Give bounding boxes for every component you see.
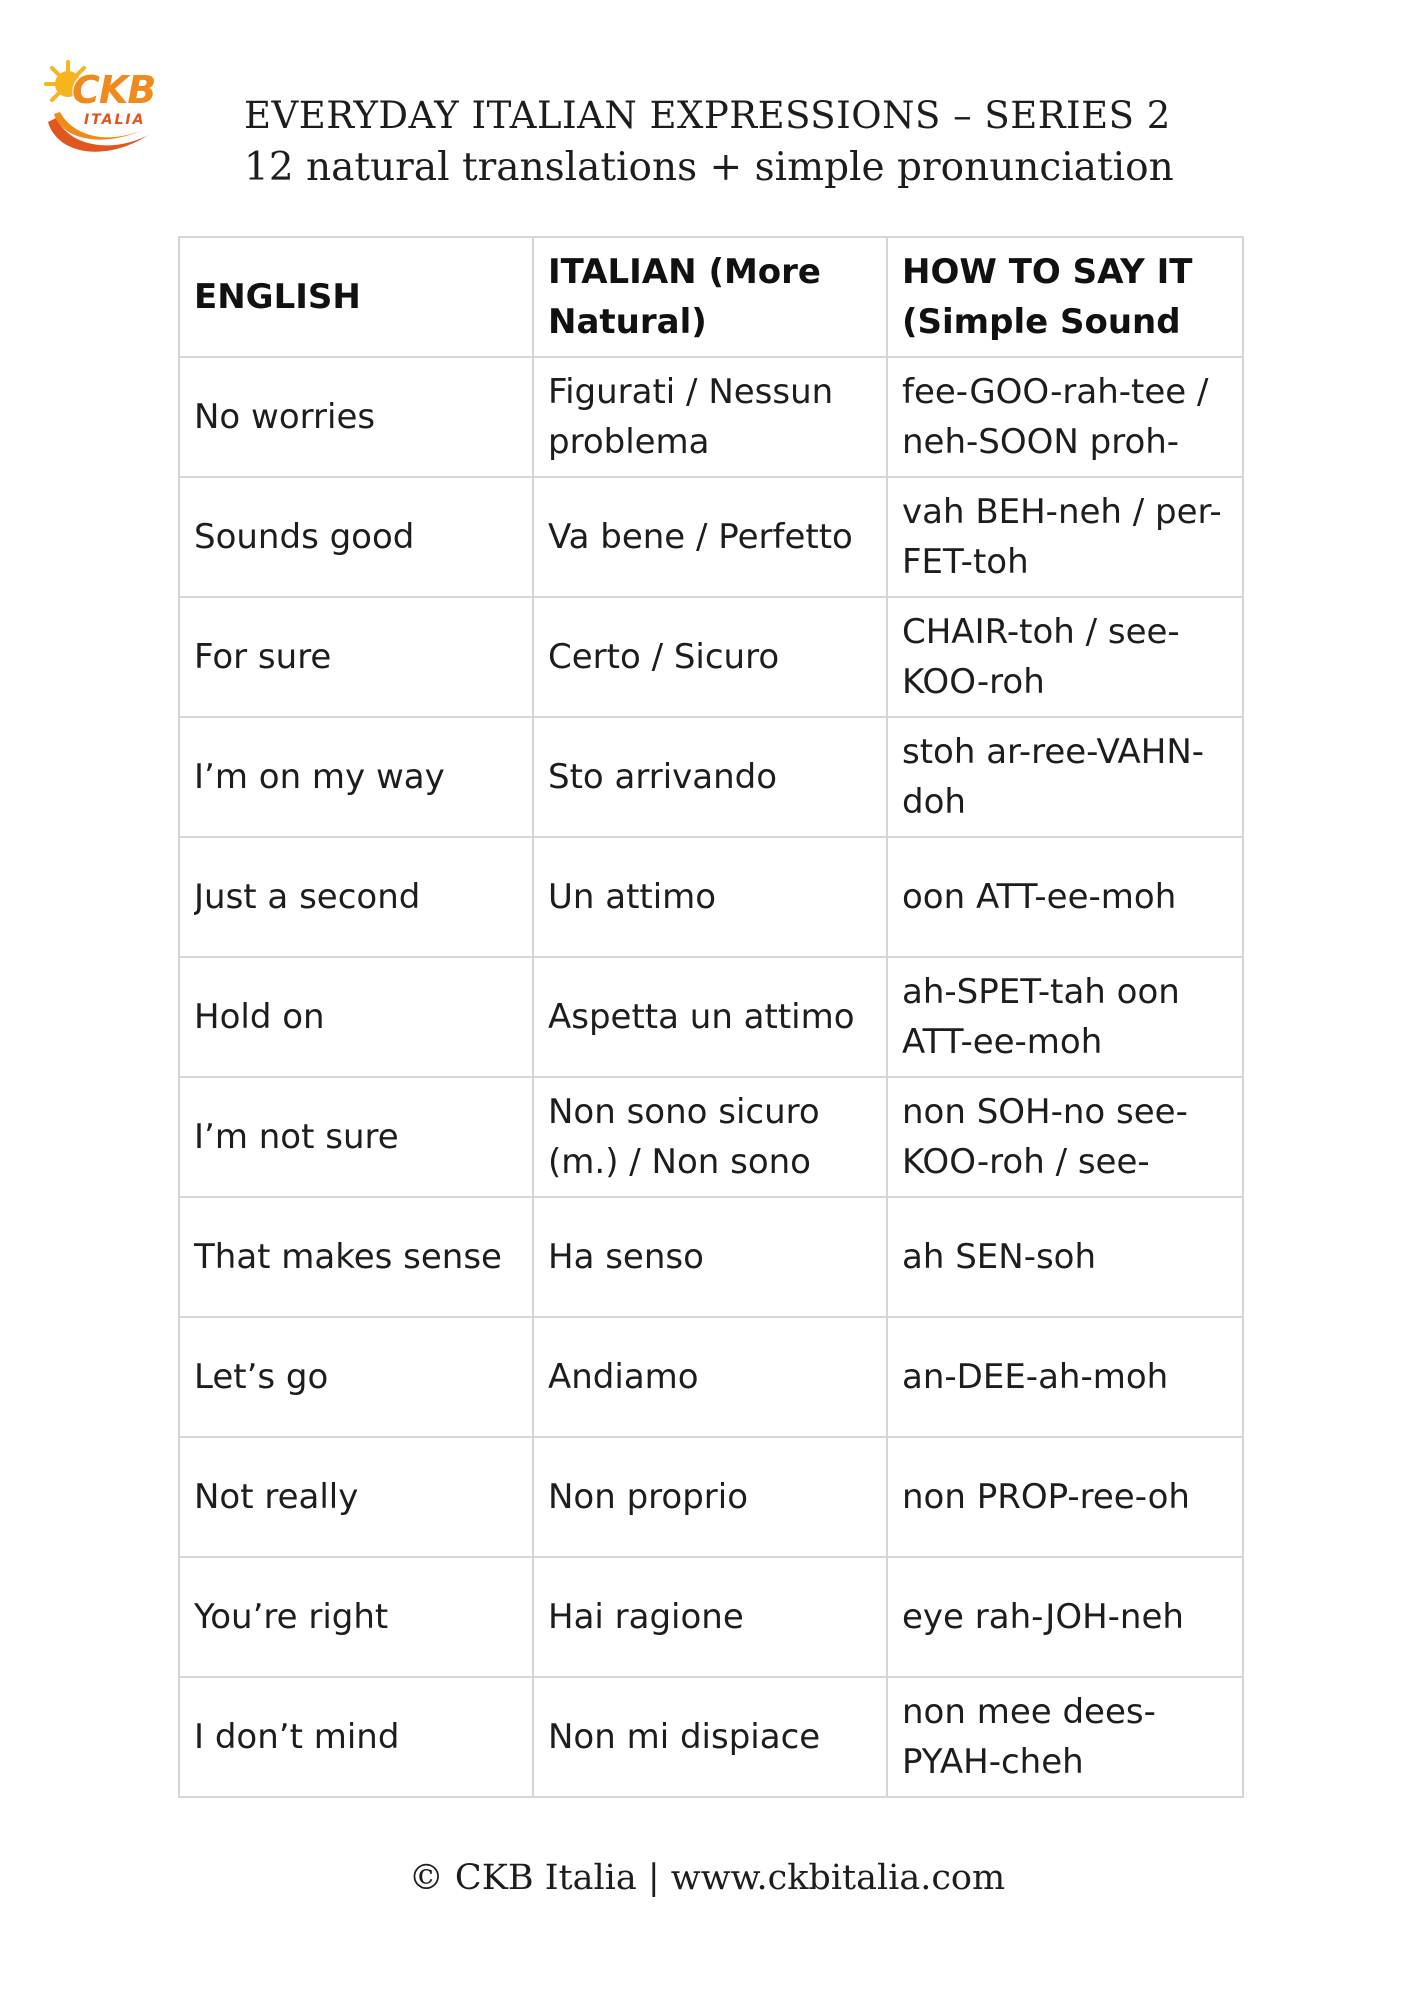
cell-italian xyxy=(533,1437,887,1557)
cell-english xyxy=(179,1317,533,1437)
page-header xyxy=(244,90,1174,194)
cell-english xyxy=(179,1677,533,1797)
page-subtitle: 12 natural translations + simple pronunciation xyxy=(244,145,1174,190)
cell-text: I don’t mind xyxy=(194,1717,400,1757)
cell-italian xyxy=(533,597,887,717)
cell-text: Certo / Sicuro xyxy=(548,637,780,677)
header-label: ITALIAN (More Natural) xyxy=(548,252,821,342)
cell-italian xyxy=(533,1197,887,1317)
table-row xyxy=(179,1077,1243,1197)
cell-text: non PROP-ree-oh xyxy=(902,1477,1190,1517)
header-label: HOW TO SAY IT (Simple Sound xyxy=(902,252,1193,342)
cell-pronunciation xyxy=(887,717,1243,837)
cell-text: Un attimo xyxy=(548,877,717,917)
cell-text: Just a second xyxy=(194,877,421,917)
cell-pronunciation xyxy=(887,597,1243,717)
cell-text: stoh ar-ree-VAHN-doh xyxy=(902,732,1205,822)
table-row xyxy=(179,1437,1243,1557)
cell-text: Non mi dispiace xyxy=(548,1717,821,1757)
cell-english xyxy=(179,597,533,717)
table-body xyxy=(179,357,1243,1797)
table-row xyxy=(179,1317,1243,1437)
cell-text: Sto arrivando xyxy=(548,757,778,797)
cell-text: Aspetta un attimo xyxy=(548,997,855,1037)
expressions-table xyxy=(178,236,1244,1798)
cell-italian xyxy=(533,1077,887,1197)
cell-pronunciation xyxy=(887,837,1243,957)
cell-english xyxy=(179,717,533,837)
cell-italian xyxy=(533,837,887,957)
cell-pronunciation xyxy=(887,357,1243,477)
cell-text: That makes sense xyxy=(194,1237,502,1277)
cell-text: For sure xyxy=(194,637,332,677)
page-footer: © CKB Italia | www.ckbitalia.com xyxy=(408,1858,1006,1898)
table-row xyxy=(179,717,1243,837)
cell-italian xyxy=(533,1677,887,1797)
cell-pronunciation xyxy=(887,1677,1243,1797)
cell-text: No worries xyxy=(194,397,376,437)
cell-text: ah SEN-soh xyxy=(902,1237,1097,1277)
cell-text: fee-GOO-rah-tee / neh-SOON proh- xyxy=(902,372,1209,462)
cell-text: ah-SPET-tah oon ATT-ee-moh xyxy=(902,972,1180,1062)
page-title: EVERYDAY ITALIAN EXPRESSIONS – SERIES 2 xyxy=(244,94,1171,137)
cell-italian xyxy=(533,477,887,597)
table-row xyxy=(179,1557,1243,1677)
cell-text: Sounds good xyxy=(194,517,415,557)
column-header-pronunciation xyxy=(887,237,1243,357)
header-label: ENGLISH xyxy=(194,277,361,317)
column-header-italian xyxy=(533,237,887,357)
cell-pronunciation xyxy=(887,1317,1243,1437)
logo-wordmark: CKB xyxy=(72,68,156,112)
column-header-english xyxy=(179,237,533,357)
cell-english xyxy=(179,1437,533,1557)
cell-english xyxy=(179,1557,533,1677)
cell-text: Non proprio xyxy=(548,1477,749,1517)
table-row xyxy=(179,1197,1243,1317)
table-row xyxy=(179,357,1243,477)
cell-text: non mee dees-PYAH-cheh xyxy=(902,1692,1156,1782)
cell-text: vah BEH-neh / per-FET-toh xyxy=(902,492,1222,582)
cell-text: I’m on my way xyxy=(194,757,445,797)
cell-pronunciation xyxy=(887,477,1243,597)
ckb-italia-logo xyxy=(38,52,178,164)
logo-subtext: ITALIA xyxy=(84,112,146,128)
cell-pronunciation xyxy=(887,957,1243,1077)
table-row xyxy=(179,477,1243,597)
cell-text: Hold on xyxy=(194,997,325,1037)
table-row xyxy=(179,957,1243,1077)
cell-text: You’re right xyxy=(194,1597,389,1637)
cell-text: non SOH-no see-KOO-roh / see- xyxy=(902,1092,1188,1182)
cell-english xyxy=(179,837,533,957)
cell-english xyxy=(179,957,533,1077)
cell-english xyxy=(179,477,533,597)
table-header-row xyxy=(179,237,1243,357)
cell-text: Non sono sicuro (m.) / Non sono xyxy=(548,1092,820,1182)
cell-text: Hai ragione xyxy=(548,1597,744,1637)
table-row xyxy=(179,1677,1243,1797)
cell-text: Figurati / Nessun problema xyxy=(548,372,834,462)
cell-italian xyxy=(533,717,887,837)
cell-pronunciation xyxy=(887,1557,1243,1677)
cell-text: Andiamo xyxy=(548,1357,699,1397)
table-row xyxy=(179,597,1243,717)
expressions-table-container xyxy=(178,236,1242,1798)
cell-italian xyxy=(533,957,887,1077)
table-row xyxy=(179,837,1243,957)
cell-pronunciation xyxy=(887,1437,1243,1557)
cell-english xyxy=(179,1077,533,1197)
cell-italian xyxy=(533,1317,887,1437)
cell-text: Va bene / Perfetto xyxy=(548,517,853,557)
cell-text: oon ATT-ee-moh xyxy=(902,877,1177,917)
cell-text: Let’s go xyxy=(194,1357,329,1397)
cell-text: Ha senso xyxy=(548,1237,704,1277)
cell-pronunciation xyxy=(887,1077,1243,1197)
cell-italian xyxy=(533,357,887,477)
cell-text: eye rah-JOH-neh xyxy=(902,1597,1184,1637)
cell-pronunciation xyxy=(887,1197,1243,1317)
cell-text: an-DEE-ah-moh xyxy=(902,1357,1169,1397)
cell-italian xyxy=(533,1557,887,1677)
cell-text: Not really xyxy=(194,1477,359,1517)
cell-english xyxy=(179,1197,533,1317)
cell-text: I’m not sure xyxy=(194,1117,399,1157)
cell-english xyxy=(179,357,533,477)
cell-text: CHAIR-toh / see-KOO-roh xyxy=(902,612,1180,702)
